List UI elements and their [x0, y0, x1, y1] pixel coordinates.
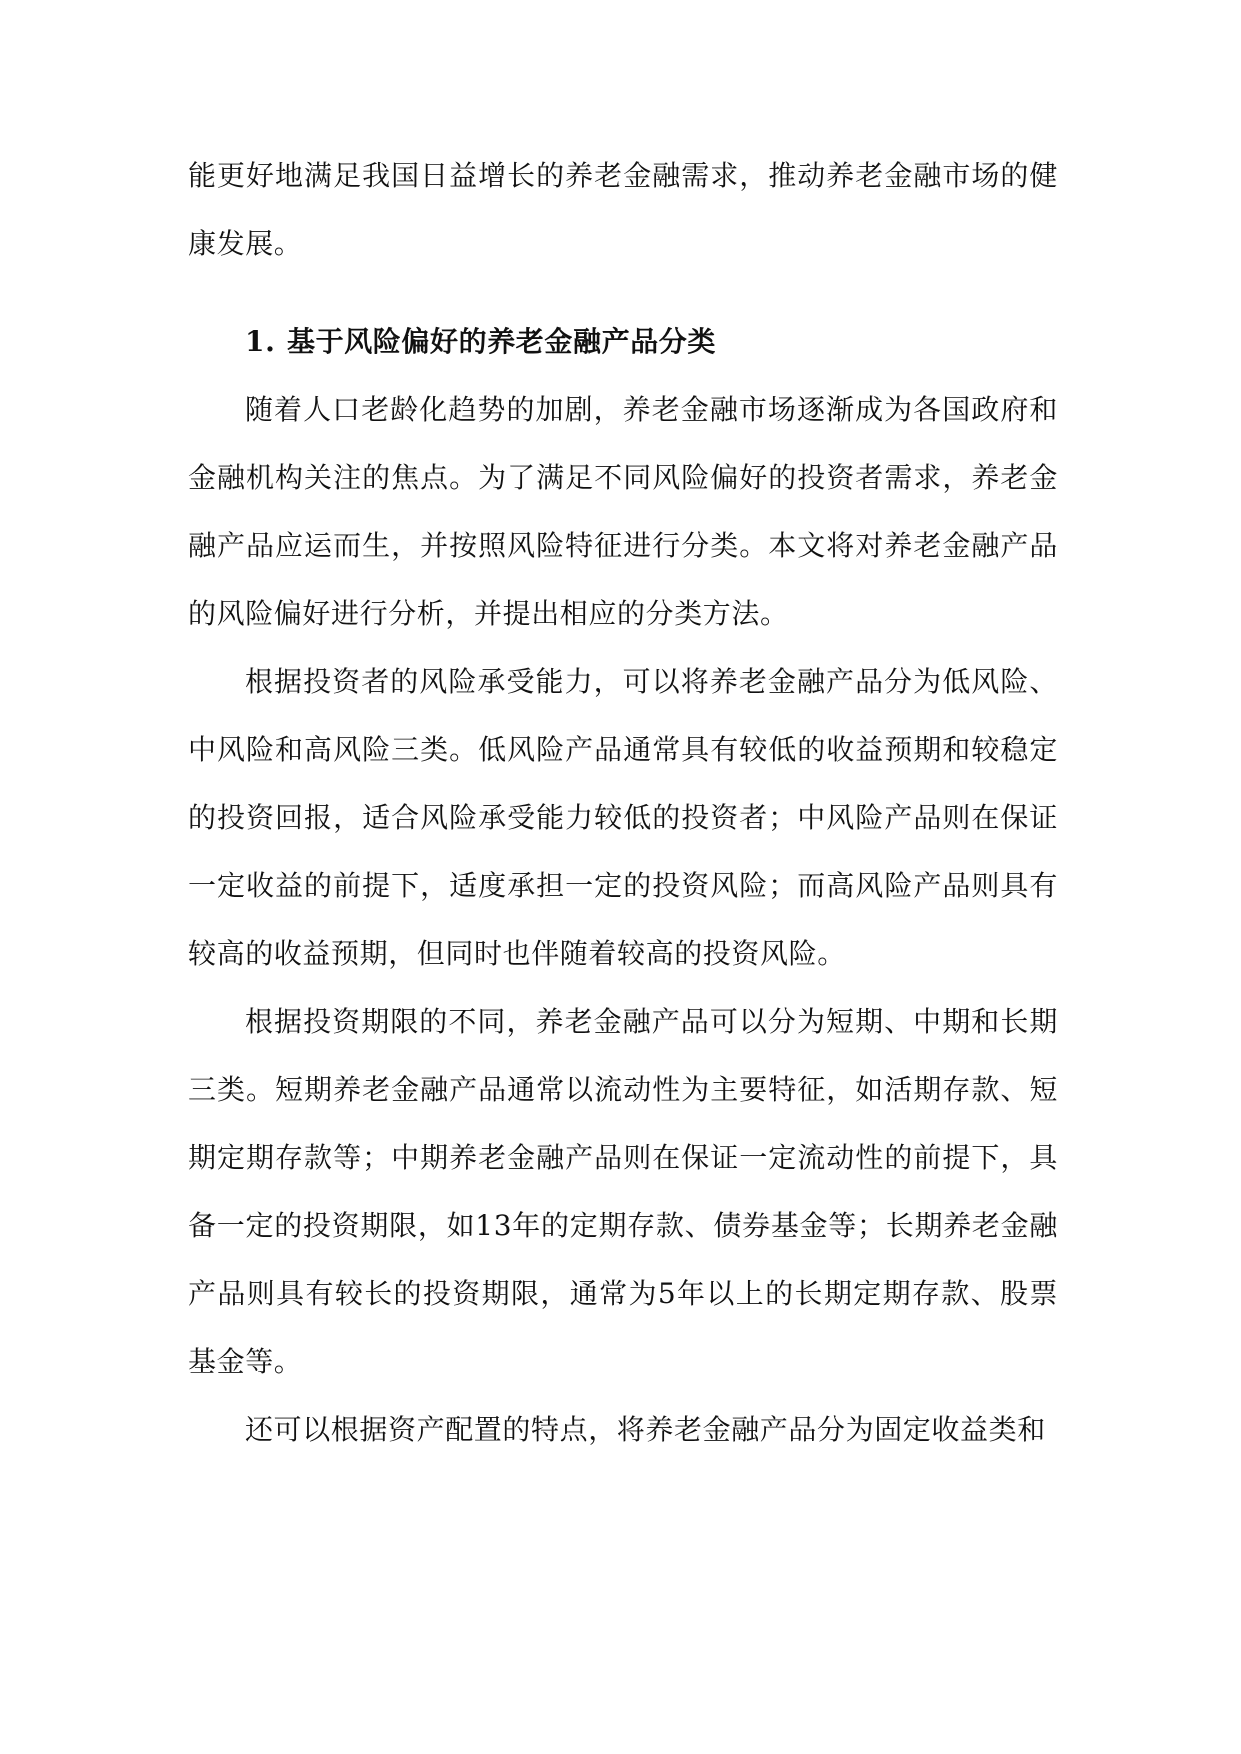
section-heading — [188, 308, 1058, 376]
section-number: 1. — [245, 325, 276, 358]
paragraph-3: 根据投资期限的不同，养老金融产品可以分为短期、中期和长期三类。短期养老金融产品通常以流动性为主要特征，如活期存款、短期定期存款等；中期养老金融产品则在保证一定流动性的前提下，具备一定的投资期限，如13年的定期存款、债券基金等；长期养老金融产品则具有较长的投资期限，通常为5年以上的长期定期存款、股票基金等。 — [188, 1005, 1058, 1378]
paragraph-4: 还可以根据资产配置的特点，将养老金融产品分为固定收益类和 — [245, 1413, 1046, 1446]
paragraph-1: 随着人口老龄化趋势的加剧，养老金融市场逐渐成为各国政府和金融机构关注的焦点。为了满足不同风险偏好的投资者需求，养老金融产品应运而生，并按照风险特征进行分类。本文将对养老金融产品的风险偏好进行分析，并提出相应的分类方法。 — [188, 393, 1058, 630]
document-body — [188, 142, 1058, 1464]
paragraph-continued: 能更好地满足我国日益增长的养老金融需求，推动养老金融市场的健康发展。 — [188, 159, 1058, 260]
section-title: 基于风险偏好的养老金融产品分类 — [287, 325, 717, 358]
paragraph-2: 根据投资者的风险承受能力，可以将养老金融产品分为低风险、中风险和高风险三类。低风险产品通常具有较低的收益预期和较稳定的投资回报，适合风险承受能力较低的投资者；中风险产品则在保证一定收益的前提下，适度承担一定的投资风险；而高风险产品则具有较高的收益预期，但同时也伴随着较高的投资风险。 — [188, 665, 1058, 970]
